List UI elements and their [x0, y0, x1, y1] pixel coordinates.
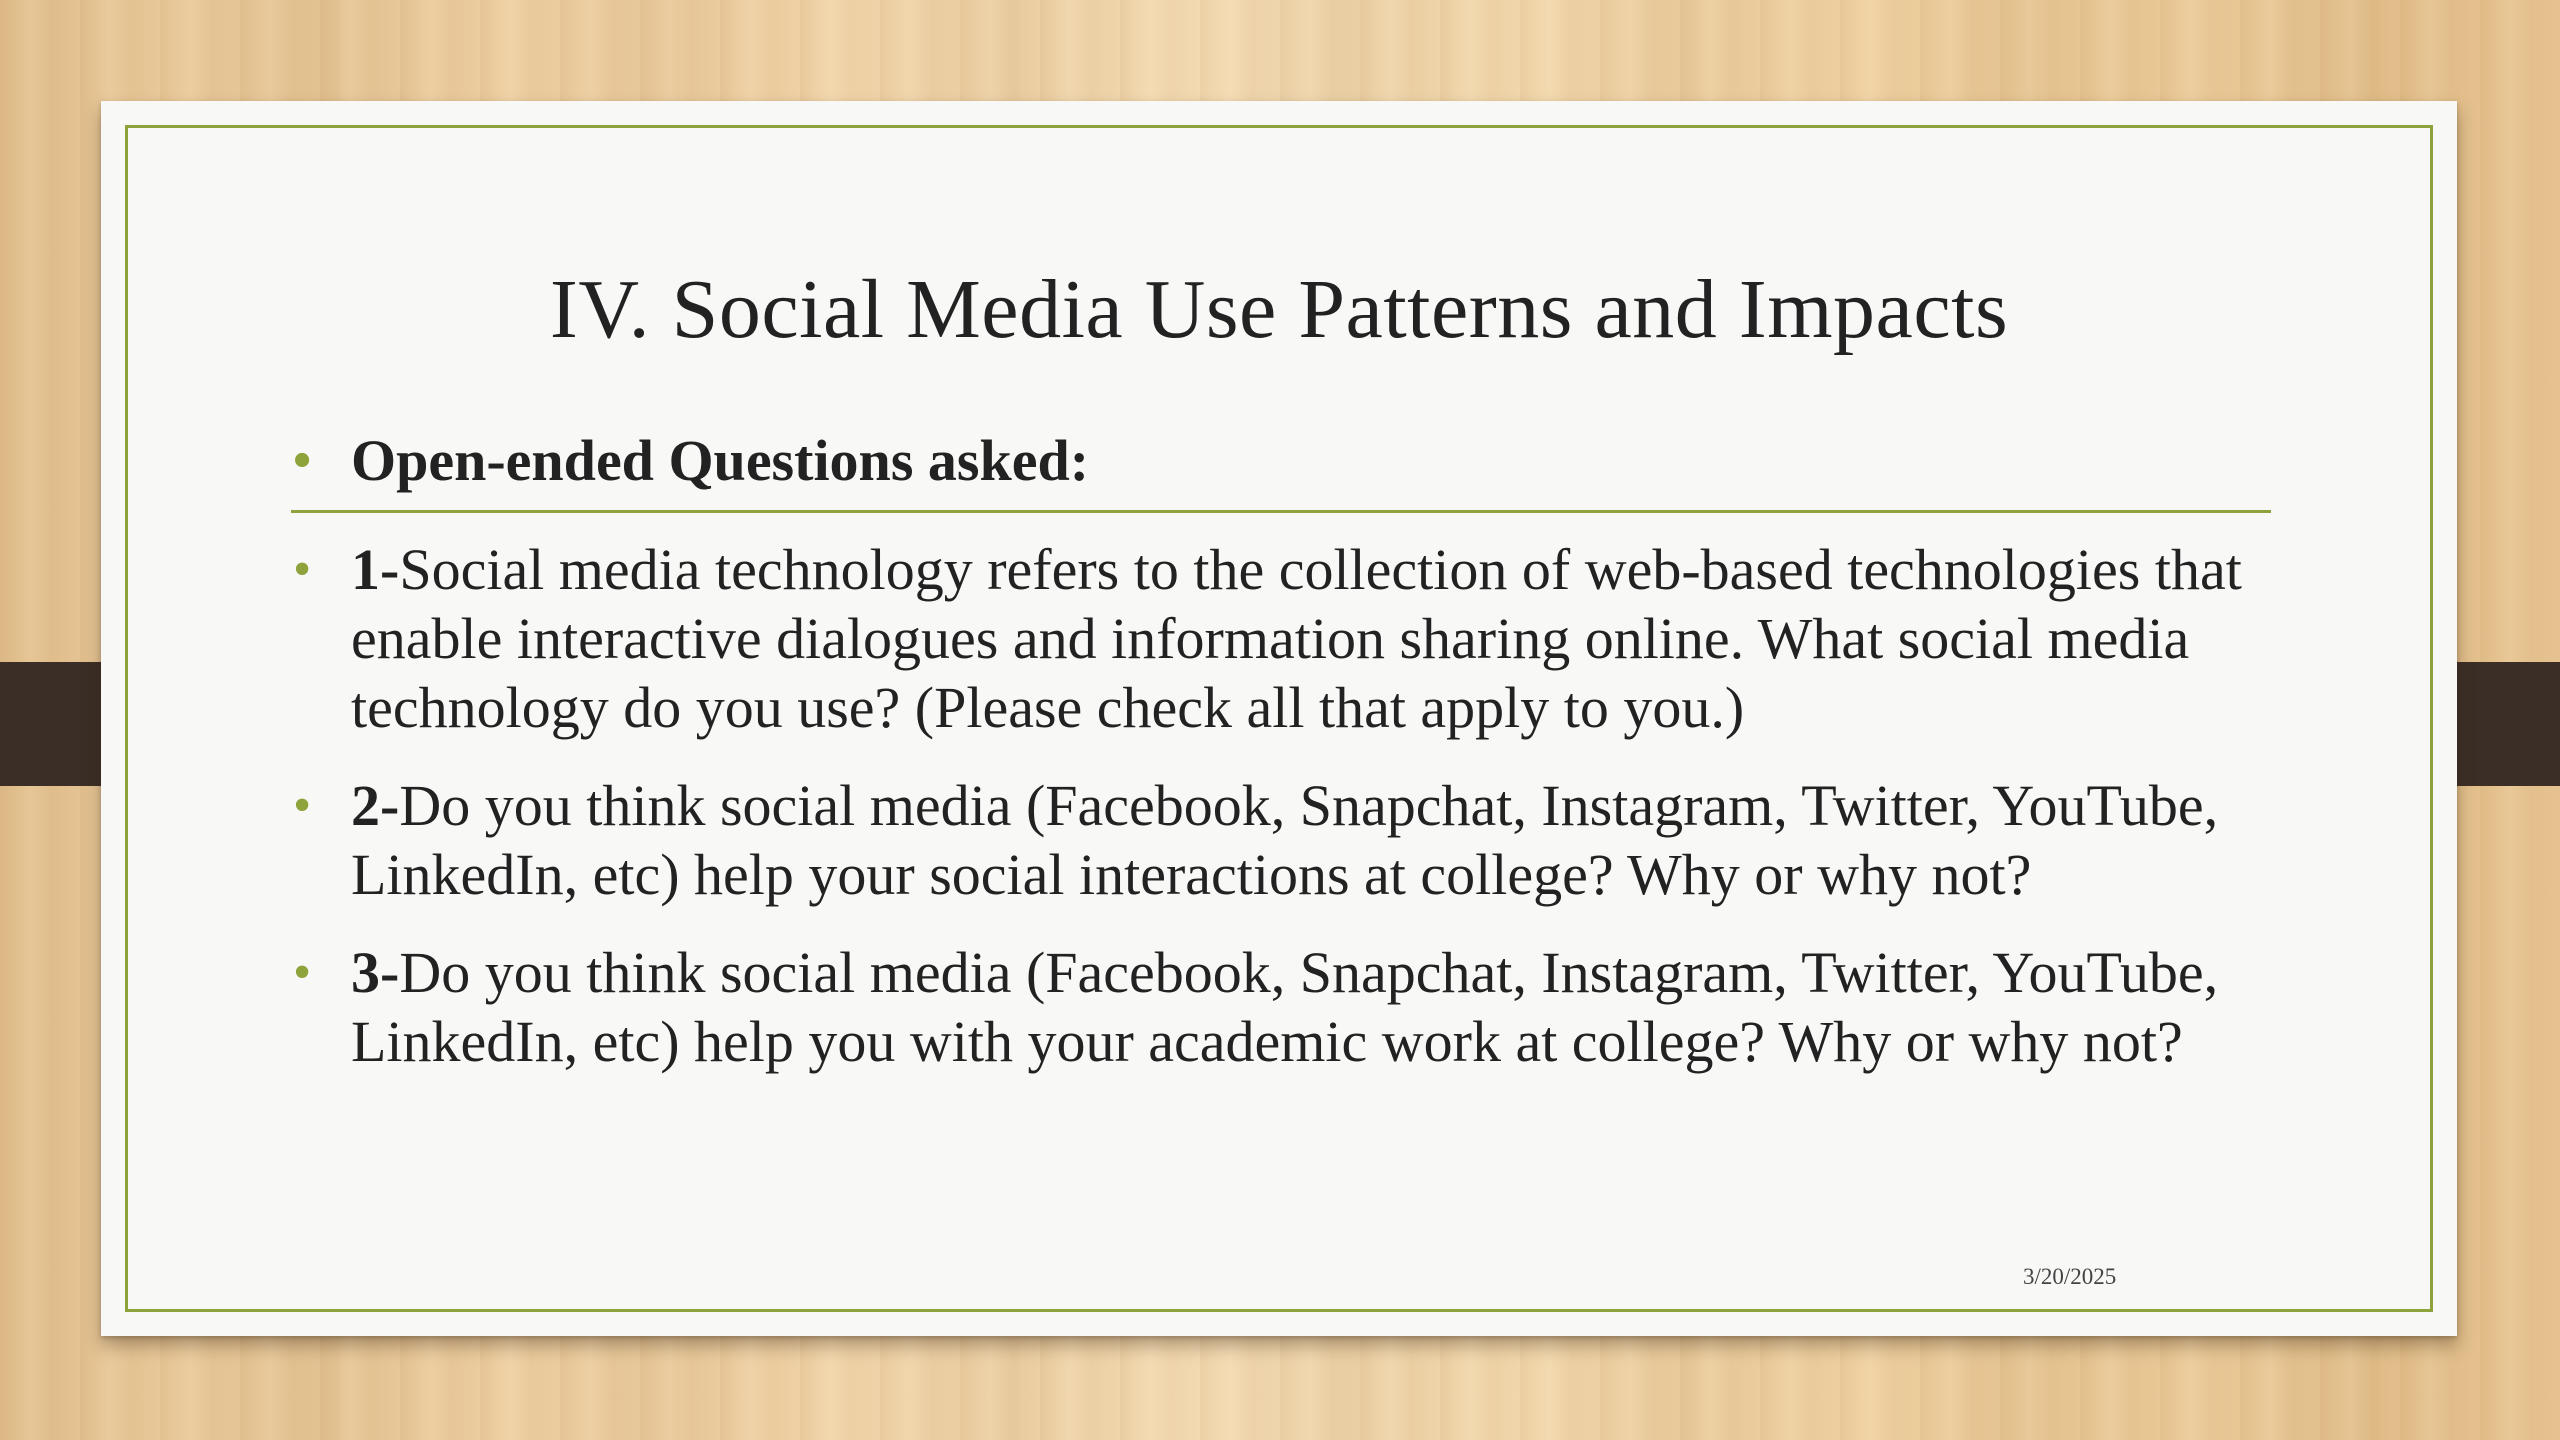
question-item-1: [291, 535, 2271, 742]
questions-header: [291, 426, 2271, 513]
question-text: Do you think social media (Facebook, Snapchat, Instagram, Twitter, YouTube, LinkedIn, etc) help your social interactions at college? Why or why not?: [351, 773, 2219, 907]
question-number: 1-: [351, 537, 400, 602]
slide: [101, 101, 2457, 1336]
question-text: Do you think social media (Facebook, Snapchat, Instagram, Twitter, YouTube, LinkedIn, etc) help you with your academic work at college? Why or why not?: [351, 940, 2219, 1074]
bullet-dot-icon: •: [293, 944, 312, 1001]
bullet-dot-icon: •: [293, 777, 312, 834]
question-item-3: [291, 938, 2271, 1076]
question-number: 2-: [351, 773, 400, 838]
slide-content: [291, 426, 2271, 1105]
question-text: Social media technology refers to the collection of web-based technologies that enable interactive dialogues and information sharing online. What social media technology do you use? (Please check all that apply to you.): [351, 537, 2242, 740]
questions-header-text: Open-ended Questions asked:: [351, 428, 1090, 493]
slide-title: IV. Social Media Use Patterns and Impacts: [549, 263, 2009, 356]
bullet-dot-icon: •: [293, 432, 312, 489]
bullet-dot-icon: •: [293, 541, 312, 598]
slide-date: 3/20/2025: [2023, 1264, 2117, 1289]
question-item-2: [291, 771, 2271, 909]
question-number: 3-: [351, 940, 400, 1005]
